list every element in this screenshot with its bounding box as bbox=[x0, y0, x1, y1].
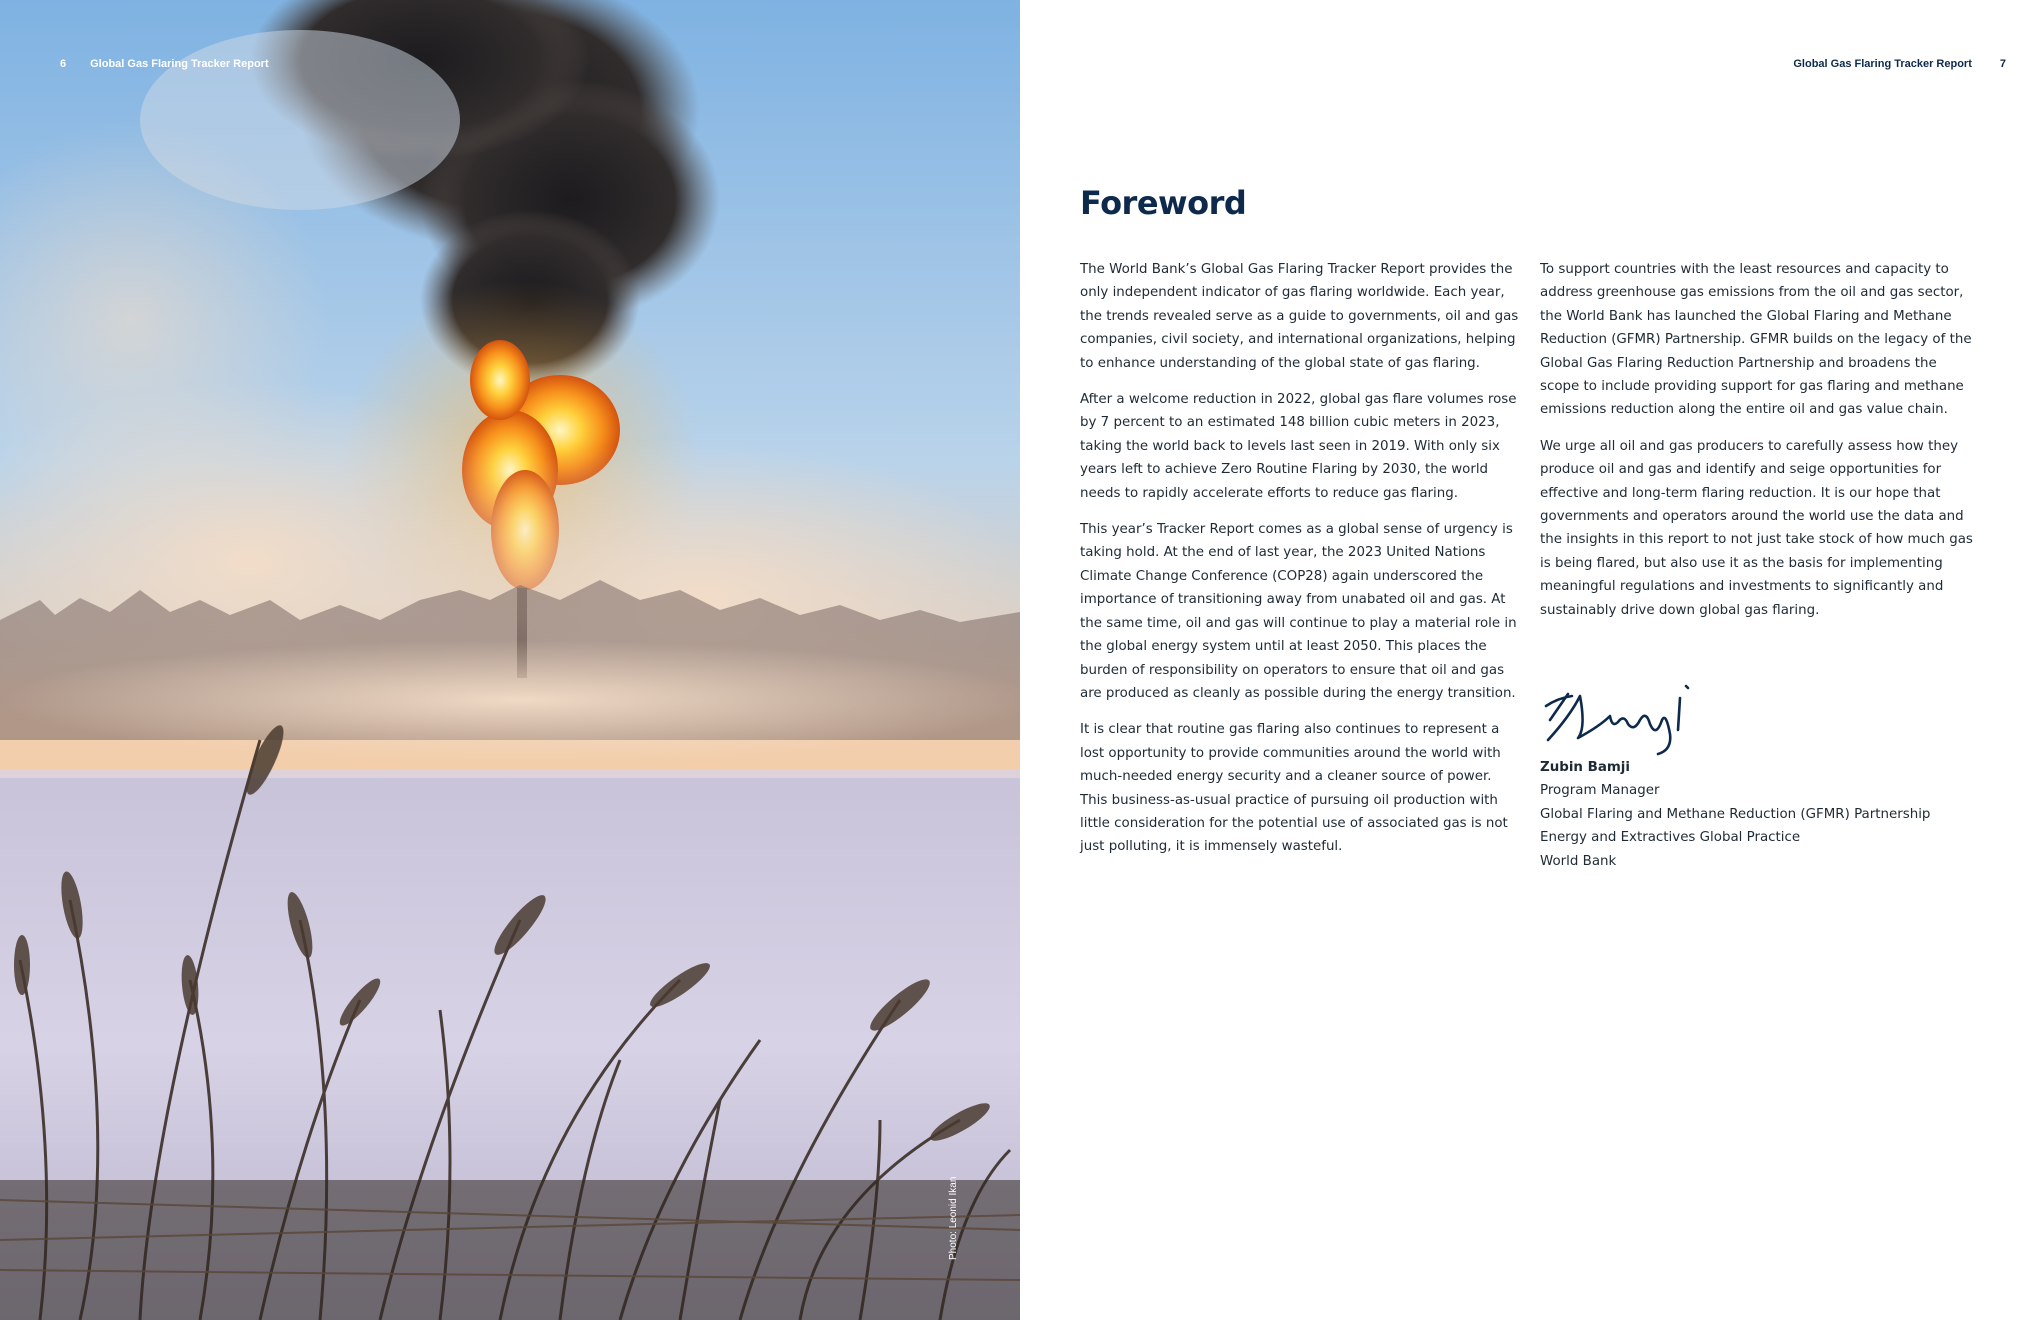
signatory-org: Global Flaring and Methane Reduction (GFMR) Partnership bbox=[1540, 806, 1931, 822]
page-header bbox=[1793, 58, 2006, 70]
running-title: Global Gas Flaring Tracker Report bbox=[90, 58, 269, 70]
text-column-left bbox=[1080, 258, 1520, 872]
paragraph: The World Bank’s Global Gas Flaring Tracker Report provides the only independent indicator of gas flaring worldwide. Each year, the trends revealed serve as a guide to governments, oil and gas companies, civil society, and international organizations, helping to enhance understanding of the global state of gas flaring. bbox=[1080, 262, 1519, 371]
signoff-block bbox=[1540, 756, 1930, 873]
page-title: Foreword bbox=[1080, 184, 1247, 222]
signature bbox=[1540, 676, 1710, 760]
signatory-practice: Energy and Extractives Global Practice bbox=[1540, 830, 1801, 846]
page-number: 7 bbox=[1999, 58, 2006, 70]
photo-credit: Photo: Leonid Ikan bbox=[948, 1176, 959, 1260]
paragraph: After a welcome reduction in 2022, global gas flare volumes rose by 7 percent to an estimated 148 billion cubic meters in 2023, taking the world back to levels last seen in 2019. With only six years left to achieve Zero Routine Flaring by 2030, the world needs to rapidly accelerate efforts to reduce gas flaring. bbox=[1080, 392, 1517, 501]
paragraph: To support countries with the least resources and capacity to address greenhouse gas emissions from the oil and gas sector, the World Bank has launched the Global Flaring and Methane Reduction (GFMR) Partnership. GFMR builds on the legacy of the Global Gas Flaring Reduction Partnership and broadens the scope to include providing support for gas flaring and methane emissions reduction along the entire oil and gas value chain. bbox=[1540, 262, 1972, 418]
page-header bbox=[60, 58, 269, 70]
text-column-right bbox=[1540, 258, 1980, 635]
signatory-institution: World Bank bbox=[1540, 853, 1617, 869]
paragraph: We urge all oil and gas producers to carefully assess how they produce oil and gas and identify and seige opportunities for effective and long-term flaring reduction. It is our hope that governments and operators around the world use the data and the insights in this report to not just take stock of how much gas is being flared, but also use it as the basis for implementing meaningful regulations and investments to significantly and sustainably drive down global gas flaring. bbox=[1540, 438, 1973, 618]
paragraph: It is clear that routine gas flaring also continues to represent a lost opportunity to provide communities around the world with much-needed energy security and a cleaner source of power. This business-as-usual practice of pursuing oil production with little consideration for the potential use of associated gas is not just polluting, it is immensely wasteful. bbox=[1080, 722, 1508, 855]
signatory-role: Program Manager bbox=[1540, 783, 1660, 799]
signatory-name: Zubin Bamji bbox=[1540, 760, 1630, 775]
running-title: Global Gas Flaring Tracker Report bbox=[1793, 58, 1972, 70]
right-page bbox=[1020, 0, 2040, 1320]
paragraph: This year’s Tracker Report comes as a global sense of urgency is taking hold. At the end of last year, the 2023 United Nations Climate Change Conference (COP28) again underscored the importance of transitioning away from unabated oil and gas. At the same time, oil and gas will continue to play a material role in the global energy system until at least 2050. This places the burden of responsibility on operators to ensure that oil and gas are produced as cleanly as possible during the energy transition. bbox=[1080, 522, 1517, 701]
page-number: 6 bbox=[60, 58, 67, 70]
